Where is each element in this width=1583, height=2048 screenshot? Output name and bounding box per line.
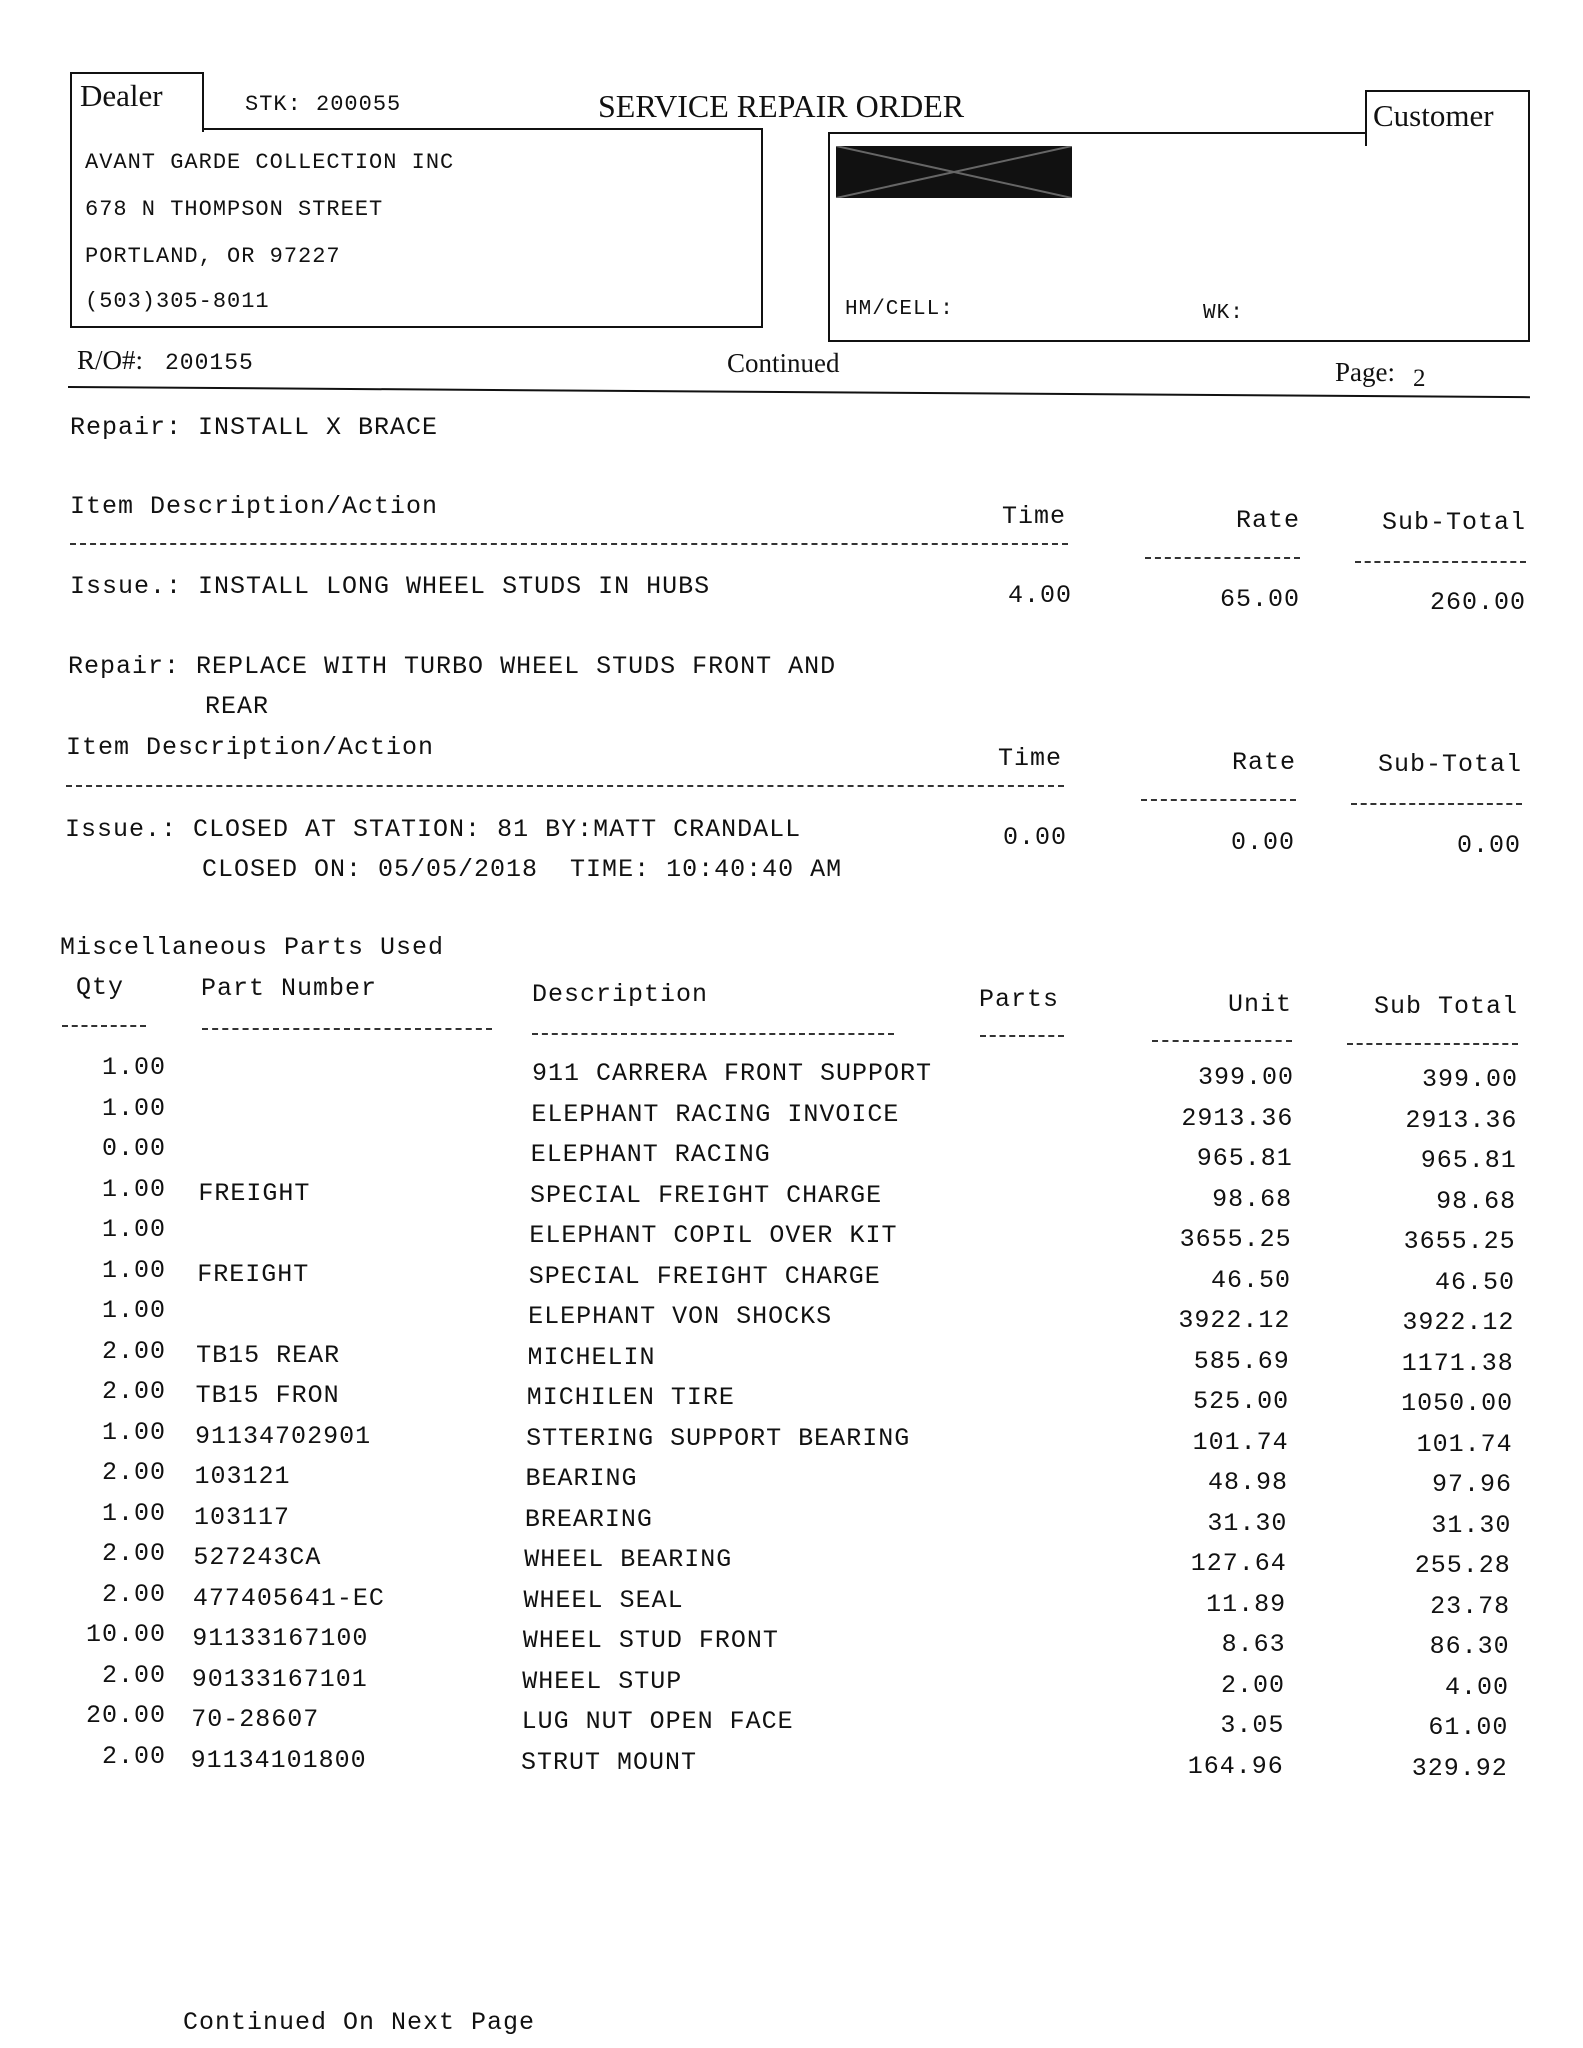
- part-qty: 1.00: [101, 1498, 166, 1528]
- repair1-col-time: Time: [1002, 502, 1067, 531]
- part-unit-price: 3922.12: [1178, 1306, 1291, 1335]
- repair2-title-cont: REAR: [205, 692, 270, 721]
- header-bottom-rule: [68, 386, 1530, 398]
- dealer-street: 678 N THOMPSON STREET: [85, 197, 384, 222]
- part-unit-price: 98.68: [1212, 1184, 1293, 1214]
- part-unit-price: 3655.25: [1179, 1225, 1292, 1254]
- part-description: WHEEL SEAL: [523, 1585, 684, 1615]
- customer-label: Customer: [1373, 98, 1494, 133]
- repair2-rate: 0.00: [1230, 828, 1295, 857]
- repair2-divider-subtotal: [1351, 803, 1522, 805]
- part-qty: 1.00: [101, 1255, 166, 1285]
- parts-col-part-number: Part Number: [201, 974, 378, 1003]
- redacted-customer-name: [836, 146, 1072, 198]
- part-number: 91134101800: [190, 1745, 367, 1775]
- repair2-title: Repair: REPLACE WITH TURBO WHEEL STUDS FRONT AND: [68, 652, 837, 681]
- part-unit-price: 164.96: [1187, 1751, 1284, 1781]
- part-number: TB15 FRON: [195, 1381, 340, 1410]
- repair1-divider-subtotal: [1355, 561, 1526, 563]
- parts-divider-subtotal: [1347, 1043, 1518, 1045]
- repair1-divider-rate: [1145, 557, 1300, 559]
- part-description: LUG NUT OPEN FACE: [521, 1707, 794, 1736]
- part-number: FREIGHT: [198, 1178, 311, 1208]
- repair1-time: 4.00: [1007, 581, 1072, 610]
- parts-divider-part: [202, 1028, 492, 1030]
- part-unit-price: 101.74: [1192, 1427, 1289, 1457]
- part-unit-price: 31.30: [1207, 1508, 1288, 1538]
- ro-label: R/O#:: [77, 345, 144, 375]
- part-description: ELEPHANT RACING: [530, 1140, 771, 1169]
- part-description: BREARING: [524, 1504, 653, 1534]
- page-number: 2: [1413, 365, 1426, 392]
- part-qty: 1.00: [101, 1296, 166, 1325]
- part-number: FREIGHT: [197, 1259, 310, 1289]
- part-qty: 1.00: [101, 1417, 166, 1447]
- part-qty: 0.00: [101, 1134, 166, 1163]
- part-unit-price: 46.50: [1210, 1265, 1291, 1295]
- parts-col-unit: Unit: [1227, 990, 1292, 1019]
- ro-number: 200155: [165, 350, 254, 376]
- repair2-subtotal: 0.00: [1456, 831, 1521, 860]
- part-qty: 2.00: [101, 1539, 166, 1568]
- part-subtotal: 255.28: [1414, 1551, 1511, 1580]
- part-subtotal: 965.81: [1420, 1146, 1517, 1175]
- part-description: MICHELIN: [527, 1342, 656, 1372]
- wk-label: WK:: [1203, 302, 1244, 325]
- ro-status: Continued: [727, 348, 840, 378]
- part-description: BEARING: [525, 1464, 638, 1493]
- part-qty: 2.00: [101, 1579, 166, 1609]
- part-description: SPECIAL FREIGHT CHARGE: [528, 1261, 881, 1291]
- repair1-col-rate: Rate: [1235, 506, 1300, 535]
- part-description: ELEPHANT VON SHOCKS: [528, 1302, 833, 1331]
- page-title: SERVICE REPAIR ORDER: [598, 88, 965, 124]
- parts-divider-unit: [1152, 1040, 1292, 1042]
- part-description: STRUT MOUNT: [520, 1747, 697, 1777]
- part-qty: 1.00: [101, 1174, 166, 1204]
- part-subtotal: 4.00: [1444, 1672, 1509, 1702]
- part-subtotal: 86.30: [1429, 1632, 1510, 1661]
- part-subtotal: 1050.00: [1401, 1389, 1514, 1418]
- repair2-divider-item: [66, 785, 1064, 787]
- hm-cell-label: HM/CELL:: [845, 298, 954, 321]
- repair2-col-rate: Rate: [1231, 748, 1296, 777]
- repair1-col-subtotal: Sub-Total: [1381, 508, 1526, 537]
- part-qty: 2.00: [101, 1377, 166, 1406]
- part-description: WHEEL STUD FRONT: [522, 1626, 779, 1655]
- part-subtotal: 2913.36: [1405, 1105, 1518, 1135]
- part-number: 91134702901: [195, 1421, 372, 1451]
- part-number: 70-28607: [191, 1705, 320, 1734]
- parts-divider-desc: [532, 1033, 894, 1035]
- dealer-label: Dealer: [80, 78, 163, 113]
- repair2-col-item: Item Description/Action: [66, 733, 435, 762]
- repair2-issue: Issue.: CLOSED AT STATION: 81 BY:MATT CRANDALL: [65, 815, 802, 844]
- parts-col-subtotal: Sub Total: [1373, 992, 1518, 1021]
- part-description: ELEPHANT COPIL OVER KIT: [529, 1221, 898, 1250]
- part-unit-price: 3.05: [1220, 1711, 1285, 1740]
- part-description: MICHILEN TIRE: [526, 1383, 735, 1412]
- part-number: 477405641-EC: [192, 1583, 385, 1613]
- part-subtotal: 31.30: [1431, 1510, 1512, 1540]
- repair2-col-time: Time: [998, 744, 1063, 773]
- part-qty: 2.00: [101, 1741, 166, 1771]
- part-qty: 1.00: [101, 1215, 166, 1244]
- repair2-divider-rate: [1141, 799, 1296, 801]
- part-qty: 2.00: [101, 1660, 166, 1690]
- repair1-subtotal: 260.00: [1429, 588, 1526, 617]
- dealer-name: AVANT GARDE COLLECTION INC: [85, 150, 455, 175]
- part-unit-price: 127.64: [1190, 1549, 1287, 1578]
- part-description: SPECIAL FREIGHT CHARGE: [530, 1180, 883, 1210]
- part-qty: 20.00: [85, 1701, 166, 1730]
- part-subtotal: 61.00: [1428, 1713, 1509, 1742]
- part-unit-price: 399.00: [1197, 1063, 1294, 1092]
- part-qty: 1.00: [101, 1053, 166, 1082]
- repair2-closed-on: CLOSED ON: 05/05/2018 TIME: 10:40:40 AM: [202, 855, 843, 884]
- parts-divider-qty: [62, 1025, 146, 1027]
- part-unit-price: 585.69: [1193, 1346, 1290, 1376]
- part-number: 91133167100: [192, 1624, 369, 1653]
- repair1-divider-item: [70, 543, 1068, 545]
- part-number: TB15 REAR: [196, 1340, 341, 1370]
- continued-on-next-page: Continued On Next Page: [183, 2008, 536, 2037]
- header-top-rule: [202, 128, 763, 130]
- parts-title: Miscellaneous Parts Used: [60, 933, 445, 962]
- parts-divider-parts: [980, 1035, 1064, 1037]
- part-subtotal: 46.50: [1434, 1267, 1515, 1297]
- part-qty: 2.00: [101, 1458, 166, 1487]
- parts-col-parts: Parts: [979, 985, 1060, 1014]
- part-unit-price: 11.89: [1206, 1589, 1287, 1619]
- part-unit-price: 8.63: [1221, 1630, 1286, 1659]
- part-number: 103121: [194, 1462, 291, 1491]
- part-description: ELEPHANT RACING INVOICE: [531, 1099, 900, 1129]
- part-number: 527243CA: [193, 1543, 322, 1572]
- page-label: Page:: [1335, 357, 1395, 387]
- dealer-city: PORTLAND, OR 97227: [85, 244, 341, 269]
- part-subtotal: 23.78: [1430, 1591, 1511, 1621]
- parts-col-qty: Qty: [76, 973, 125, 1002]
- repair1-title: Repair: INSTALL X BRACE: [70, 413, 439, 442]
- part-qty: 10.00: [85, 1620, 166, 1649]
- part-number: 103117: [193, 1502, 290, 1532]
- part-description: WHEEL BEARING: [524, 1545, 733, 1574]
- part-unit-price: 2.00: [1220, 1670, 1285, 1700]
- parts-col-description: Description: [532, 980, 709, 1009]
- repair2-col-subtotal: Sub-Total: [1377, 750, 1522, 779]
- part-subtotal: 98.68: [1436, 1186, 1517, 1216]
- part-number: 90133167101: [191, 1664, 368, 1694]
- part-unit-price: 48.98: [1207, 1468, 1288, 1497]
- repair1-col-item: Item Description/Action: [70, 492, 439, 521]
- part-qty: 2.00: [101, 1336, 166, 1366]
- part-unit-price: 525.00: [1193, 1387, 1290, 1416]
- part-subtotal: 399.00: [1421, 1065, 1518, 1094]
- part-subtotal: 97.96: [1431, 1470, 1512, 1499]
- repair1-rate: 65.00: [1219, 585, 1300, 614]
- repair1-issue: Issue.: INSTALL LONG WHEEL STUDS IN HUBS: [70, 572, 711, 601]
- part-qty: 1.00: [101, 1093, 166, 1123]
- part-description: WHEEL STUP: [522, 1666, 683, 1696]
- part-subtotal: 3922.12: [1402, 1308, 1515, 1337]
- repair2-time: 0.00: [1002, 823, 1067, 852]
- part-description: STTERING SUPPORT BEARING: [526, 1423, 911, 1453]
- part-subtotal: 3655.25: [1403, 1227, 1516, 1256]
- part-description: 911 CARRERA FRONT SUPPORT: [532, 1059, 933, 1088]
- part-subtotal: 1171.38: [1401, 1348, 1514, 1378]
- part-subtotal: 329.92: [1411, 1753, 1508, 1783]
- part-unit-price: 2913.36: [1181, 1103, 1294, 1133]
- dealer-phone: (503)305-8011: [85, 289, 270, 314]
- part-unit-price: 965.81: [1196, 1144, 1293, 1173]
- part-subtotal: 101.74: [1416, 1429, 1513, 1459]
- stk-number: STK: 200055: [245, 92, 402, 117]
